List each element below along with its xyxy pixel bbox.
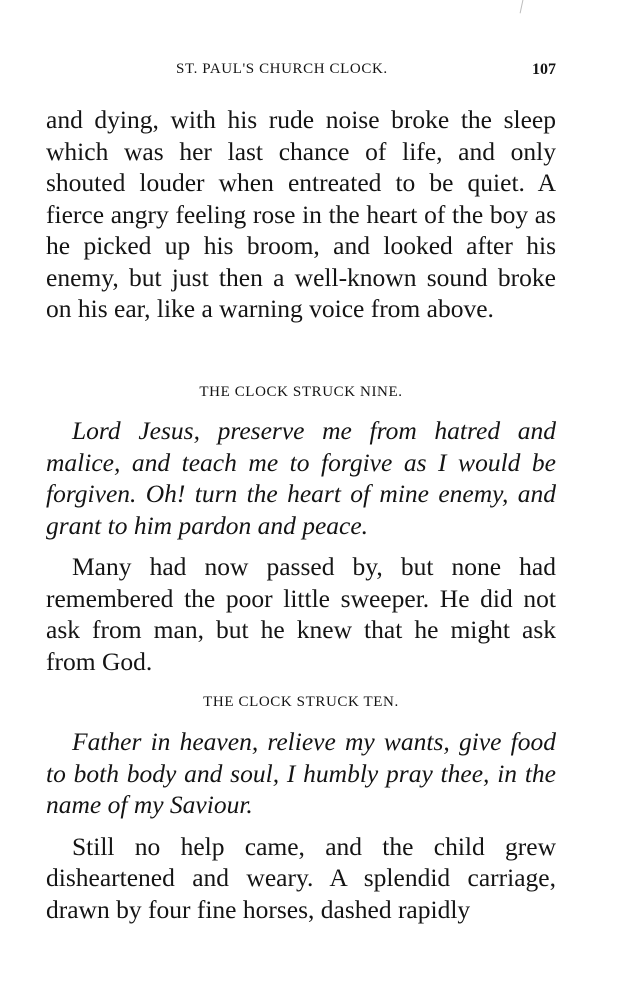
- text-block-2: [46, 415, 556, 677]
- text-block-3: [46, 726, 556, 925]
- section-heading-ten: THE CLOCK STRUCK TEN.: [203, 694, 399, 710]
- running-title: ST. PAUL'S CHURCH CLOCK.: [176, 61, 388, 77]
- prayer-text: Lord Jesus, preserve me from hatred and malice, and teach me to forgive as I would be forgiven. Oh! turn the heart of mine enemy, and grant to him pardon and peace.: [46, 416, 556, 540]
- prayer-text: Father in heaven, relieve my wants, give food to both body and soul, I humbly pray thee, in the name of my Saviour.: [46, 727, 556, 819]
- paragraph: Still no help came, and the child grew disheartened and weary. A splendid carriage, drawn by four fine horses, dashed rapidly: [46, 831, 556, 924]
- text-block-1: [46, 104, 556, 325]
- paragraph: and dying, with his rude noise broke the sleep which was her last chance of life, and only shouted louder when entreated to be quiet. A fierce angry feeling rose in the heart of the boy as he picked up his broom, and looked after his enemy, but just then a well-known sound broke on his ear, like a warning voice from above.: [46, 105, 556, 323]
- paragraph: Many had now passed by, but none had remembered the poor little sweeper. He did not ask from man, but he knew that he might ask from God.: [46, 552, 556, 676]
- section-heading-nine: THE CLOCK STRUCK NINE.: [199, 384, 403, 400]
- page-number: 107: [532, 61, 556, 78]
- pencil-mark: [520, 0, 530, 15]
- running-header: [46, 61, 556, 85]
